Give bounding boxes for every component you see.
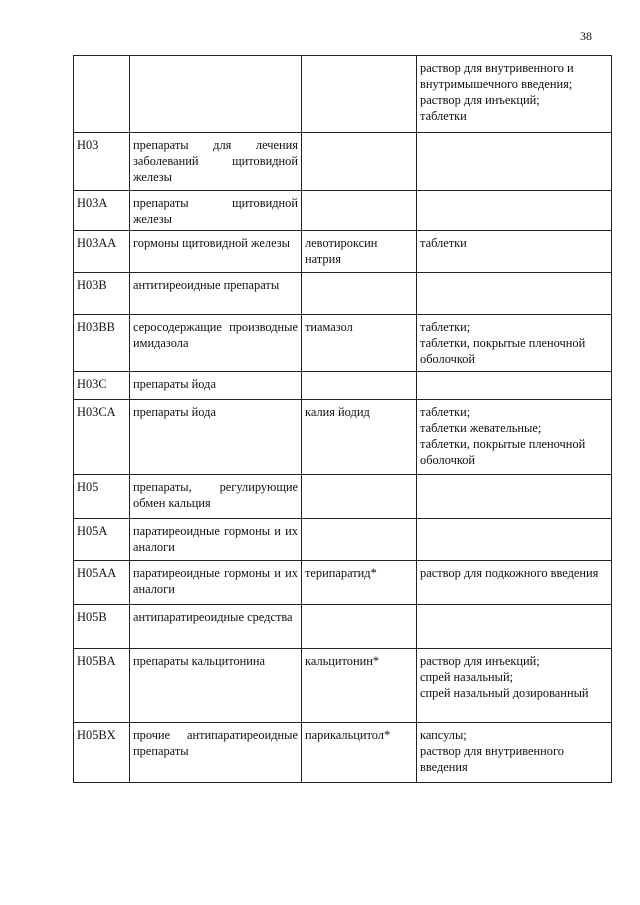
table-row [74, 561, 612, 605]
dosage-form-cell [417, 315, 612, 372]
anatomical-group-cell: паратиреоидные гормоны и их аналоги [130, 519, 302, 561]
dosage-form-line: таблетки; [420, 405, 471, 419]
dosage-form-cell [417, 519, 612, 561]
atc-code-cell: H03BB [74, 315, 130, 372]
atc-code-cell: H05 [74, 475, 130, 519]
dosage-form-line: таблетки, покрытые пленочной оболочкой [420, 336, 586, 366]
page-number: 38 [580, 29, 592, 43]
atc-code-cell: H05B [74, 605, 130, 649]
table-row [74, 519, 612, 561]
dosage-form-line: раствор для инъекций; [420, 654, 540, 668]
atc-code-cell [74, 56, 130, 133]
atc-code-cell: H03 [74, 133, 130, 191]
dosage-form-line: таблетки; [420, 320, 471, 334]
table-row [74, 605, 612, 649]
dosage-form-cell [417, 56, 612, 133]
dosage-form-cell [417, 400, 612, 475]
table-row [74, 400, 612, 475]
drug-name-cell [302, 191, 417, 231]
atc-code-cell: H05BX [74, 723, 130, 783]
atc-code-cell: H03C [74, 372, 130, 400]
anatomical-group-cell: препараты, регулирующие обмен кальция [130, 475, 302, 519]
dosage-form-cell [417, 191, 612, 231]
drug-name-cell: парикальцитол* [302, 723, 417, 783]
dosage-form-cell [417, 723, 612, 783]
table-row [74, 372, 612, 400]
anatomical-group-cell [130, 56, 302, 133]
dosage-form-cell [417, 372, 612, 400]
dosage-form-line: раствор для внутривенного и внутримышечного введения; [420, 61, 574, 91]
drug-name-cell: кальцитонин* [302, 649, 417, 723]
atc-code-cell: H05AA [74, 561, 130, 605]
drug-name-cell [302, 605, 417, 649]
table-row [74, 56, 612, 133]
dosage-form-cell [417, 649, 612, 723]
anatomical-group-cell: препараты щитовидной железы [130, 191, 302, 231]
drug-name-cell: терипаратид* [302, 561, 417, 605]
drug-name-cell: тиамазол [302, 315, 417, 372]
dosage-form-line: таблетки [420, 109, 467, 123]
atc-code-cell: H03CA [74, 400, 130, 475]
table-row [74, 231, 612, 273]
drug-name-cell [302, 273, 417, 315]
atc-code-cell: H03AA [74, 231, 130, 273]
table-row [74, 475, 612, 519]
dosage-form-line: раствор для инъекций; [420, 93, 540, 107]
dosage-form-cell [417, 231, 612, 273]
anatomical-group-cell: прочие антипаратиреоидные препараты [130, 723, 302, 783]
dosage-form-line: раствор для подкожного введения [420, 566, 599, 580]
anatomical-group-cell: препараты йода [130, 400, 302, 475]
anatomical-group-cell: гормоны щитовидной железы [130, 231, 302, 273]
anatomical-group-cell: препараты для лечения заболеваний щитовидной железы [130, 133, 302, 191]
table-row [74, 649, 612, 723]
table-row [74, 315, 612, 372]
dosage-form-cell [417, 475, 612, 519]
anatomical-group-cell: антипаратиреоидные средства [130, 605, 302, 649]
drug-name-cell [302, 56, 417, 133]
dosage-form-line: спрей назальный дозированный [420, 686, 589, 700]
drug-name-cell [302, 372, 417, 400]
drug-name-cell [302, 133, 417, 191]
anatomical-group-cell: паратиреоидные гормоны и их аналоги [130, 561, 302, 605]
atc-code-cell: H03A [74, 191, 130, 231]
atc-code-cell: H05A [74, 519, 130, 561]
dosage-form-line: таблетки жевательные; [420, 421, 542, 435]
drug-name-cell: левотироксин натрия [302, 231, 417, 273]
table-body [74, 56, 612, 783]
table-row [74, 273, 612, 315]
anatomical-group-cell: антитиреоидные препараты [130, 273, 302, 315]
table-row [74, 723, 612, 783]
drug-name-cell: калия йодид [302, 400, 417, 475]
dosage-form-cell [417, 561, 612, 605]
atc-code-cell: H03B [74, 273, 130, 315]
drug-name-cell [302, 475, 417, 519]
drug-name-cell [302, 519, 417, 561]
drug-classification-table [73, 55, 612, 783]
dosage-form-cell [417, 133, 612, 191]
dosage-form-line: раствор для внутривенного введения [420, 744, 564, 774]
table-row [74, 133, 612, 191]
anatomical-group-cell: препараты кальцитонина [130, 649, 302, 723]
dosage-form-line: спрей назальный; [420, 670, 514, 684]
dosage-form-line: капсулы; [420, 728, 467, 742]
table-row [74, 191, 612, 231]
dosage-form-cell [417, 273, 612, 315]
dosage-form-cell [417, 605, 612, 649]
anatomical-group-cell: препараты йода [130, 372, 302, 400]
dosage-form-line: таблетки, покрытые пленочной оболочкой [420, 437, 586, 467]
atc-code-cell: H05BA [74, 649, 130, 723]
dosage-form-line: таблетки [420, 236, 467, 250]
anatomical-group-cell: серосодержащие производные имидазола [130, 315, 302, 372]
